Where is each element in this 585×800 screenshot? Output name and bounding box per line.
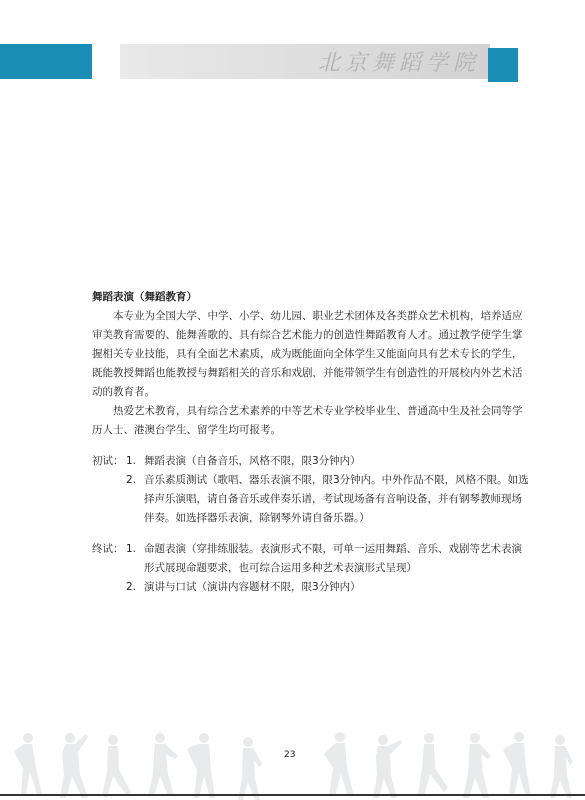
item-number: 1.	[126, 543, 137, 555]
paragraph-intro: 本专业为全国大学、中学、小学、幼儿园、职业艺术团体及各类群众艺术机构，培养适应审美教育需要的、能舞善歌的、具有综合艺术能力的创造性舞蹈教育人才。通过教学使学生掌握相关专业技能，具有全面艺术素质，成为既能面向全体学生又能面向具有艺术专长的学生，既能教授舞蹈也能教授与舞蹈相关的音乐和戏剧，并能带领学生有创造性的开展校内外艺术活动的教育者。	[92, 310, 523, 398]
list-item	[92, 471, 532, 528]
item-number: 2.	[126, 581, 137, 593]
list-item	[92, 452, 532, 471]
item-text: 音乐素质测试（歌唱、器乐表演不限，限3分钟内。中外作品不限，风格不限。如选择声乐演唱，请自备音乐或伴奏乐谱，考试现场备有音响设备，并有钢琴教师现场伴奏。如选择器乐表演，除钢琴外请自备乐器。）	[144, 474, 529, 524]
header-accent-block-right	[488, 48, 518, 82]
exam-label: 初试：	[92, 455, 124, 467]
major-description	[92, 288, 524, 440]
exam-label: 终试：	[92, 543, 124, 555]
section-title: 舞蹈表演（舞蹈教育）	[92, 291, 197, 303]
final-exam	[92, 540, 532, 597]
list-item	[92, 540, 532, 578]
school-logo: 北京舞蹈学院	[318, 51, 481, 76]
paragraph-eligibility: 热爱艺术教育，具有综合艺术素养的中等艺术专业学校毕业生、普通高中生及社会同等学历人士、港澳台学生、留学生均可报考。	[92, 405, 523, 436]
item-number: 1.	[126, 455, 137, 467]
preliminary-exam	[92, 452, 532, 528]
item-number: 2.	[126, 474, 137, 486]
bottom-divider	[0, 794, 585, 796]
header-accent-block-left	[0, 44, 92, 79]
item-text: 舞蹈表演（自备音乐，风格不限，限3分钟内）	[144, 455, 361, 467]
item-text: 命题表演（穿排练服装。表演形式不限，可单一运用舞蹈、音乐、戏剧等艺术表演形式展现命题要求，也可综合运用多种艺术表演形式呈现）	[144, 543, 522, 574]
list-item	[92, 578, 532, 597]
dancer-silhouettes-decoration	[0, 728, 585, 800]
page-number: 23	[284, 750, 296, 760]
item-text: 演讲与口试（演讲内容题材不限，限3分钟内）	[144, 581, 361, 593]
